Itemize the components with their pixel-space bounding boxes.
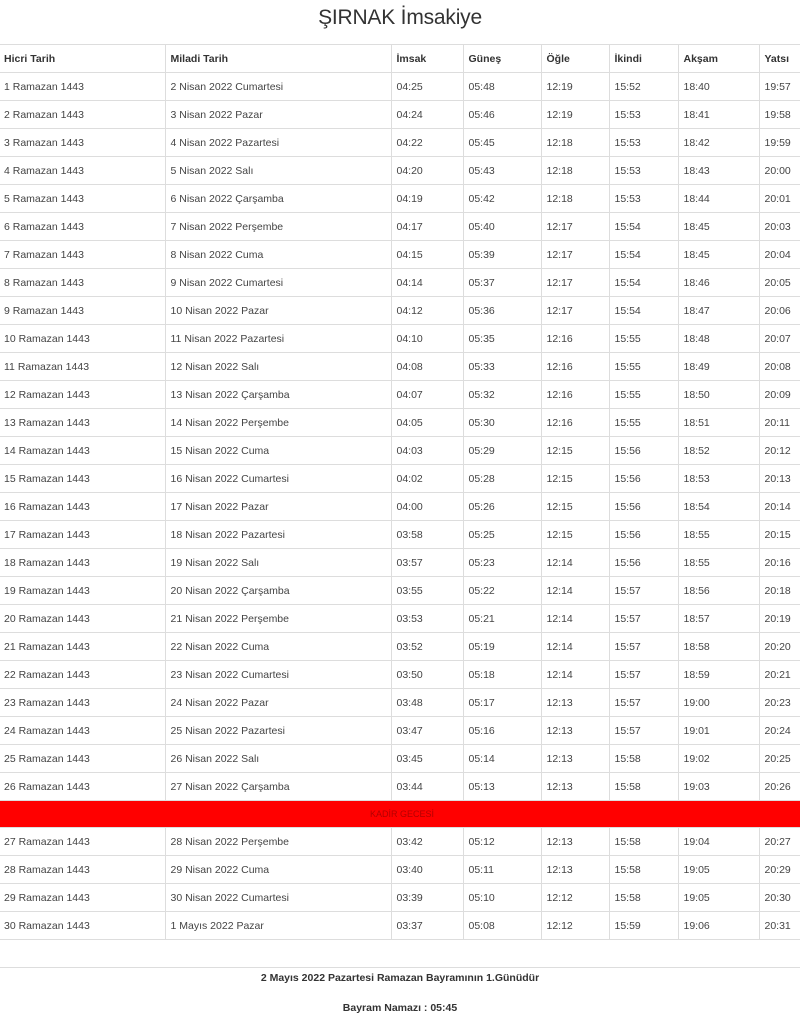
cell-ikindi: 15:55 (609, 381, 678, 409)
cell-ogle: 12:16 (541, 409, 609, 437)
cell-gunes: 05:45 (463, 129, 541, 157)
cell-ogle: 12:12 (541, 912, 609, 940)
cell-ogle: 12:14 (541, 549, 609, 577)
table-row (0, 661, 800, 689)
cell-hicri-tarih: 29 Ramazan 1443 (0, 884, 165, 912)
cell-miladi-tarih: 22 Nisan 2022 Cuma (165, 633, 391, 661)
cell-imsak: 03:53 (391, 605, 463, 633)
cell-ogle: 12:12 (541, 884, 609, 912)
cell-miladi-tarih: 19 Nisan 2022 Salı (165, 549, 391, 577)
cell-hicri-tarih: 13 Ramazan 1443 (0, 409, 165, 437)
cell-gunes: 05:40 (463, 213, 541, 241)
cell-miladi-tarih: 17 Nisan 2022 Pazar (165, 493, 391, 521)
cell-ikindi: 15:58 (609, 745, 678, 773)
page-title: ŞIRNAK İmsakiye (318, 6, 482, 29)
cell-ikindi: 15:52 (609, 73, 678, 101)
table-row (0, 828, 800, 856)
cell-ogle: 12:14 (541, 633, 609, 661)
cell-imsak: 04:03 (391, 437, 463, 465)
cell-imsak: 03:39 (391, 884, 463, 912)
cell-aksam: 18:42 (678, 129, 759, 157)
cell-ikindi: 15:53 (609, 185, 678, 213)
table-row (0, 577, 800, 605)
cell-ogle: 12:15 (541, 493, 609, 521)
cell-hicri-tarih: 27 Ramazan 1443 (0, 828, 165, 856)
cell-miladi-tarih: 18 Nisan 2022 Pazartesi (165, 521, 391, 549)
cell-yatsi: 20:21 (759, 661, 800, 689)
cell-gunes: 05:14 (463, 745, 541, 773)
cell-miladi-tarih: 7 Nisan 2022 Perşembe (165, 213, 391, 241)
cell-ikindi: 15:55 (609, 409, 678, 437)
table-header-row (0, 45, 800, 73)
cell-hicri-tarih: 20 Ramazan 1443 (0, 605, 165, 633)
cell-yatsi: 20:23 (759, 689, 800, 717)
cell-miladi-tarih: 4 Nisan 2022 Pazartesi (165, 129, 391, 157)
cell-yatsi: 19:58 (759, 101, 800, 129)
table-row (0, 745, 800, 773)
cell-ogle: 12:17 (541, 297, 609, 325)
cell-yatsi: 20:31 (759, 912, 800, 940)
cell-imsak: 04:25 (391, 73, 463, 101)
cell-gunes: 05:39 (463, 241, 541, 269)
cell-yatsi: 20:29 (759, 856, 800, 884)
cell-imsak: 03:50 (391, 661, 463, 689)
cell-hicri-tarih: 5 Ramazan 1443 (0, 185, 165, 213)
header-yatsi: Yatsı (759, 45, 800, 73)
cell-aksam: 18:58 (678, 633, 759, 661)
cell-hicri-tarih: 17 Ramazan 1443 (0, 521, 165, 549)
cell-aksam: 19:03 (678, 773, 759, 801)
cell-miladi-tarih: 12 Nisan 2022 Salı (165, 353, 391, 381)
cell-miladi-tarih: 10 Nisan 2022 Pazar (165, 297, 391, 325)
cell-ogle: 12:17 (541, 269, 609, 297)
header-gunes: Güneş (463, 45, 541, 73)
bayram-info: 2 Mayıs 2022 Pazartesi Ramazan Bayramının 1.Günüdür (260, 972, 540, 984)
kadir-gecesi-row (0, 801, 800, 828)
cell-ikindi: 15:56 (609, 465, 678, 493)
cell-yatsi: 19:57 (759, 73, 800, 101)
cell-ogle: 12:15 (541, 465, 609, 493)
cell-miladi-tarih: 29 Nisan 2022 Cuma (165, 856, 391, 884)
bayram-namazi-time: Bayram Namazı : 05:45 (342, 1002, 458, 1014)
cell-yatsi: 19:59 (759, 129, 800, 157)
cell-hicri-tarih: 19 Ramazan 1443 (0, 577, 165, 605)
table-row (0, 241, 800, 269)
cell-miladi-tarih: 28 Nisan 2022 Perşembe (165, 828, 391, 856)
cell-aksam: 18:59 (678, 661, 759, 689)
cell-ikindi: 15:53 (609, 157, 678, 185)
table-row (0, 157, 800, 185)
cell-ogle: 12:14 (541, 661, 609, 689)
cell-ogle: 12:16 (541, 353, 609, 381)
cell-hicri-tarih: 9 Ramazan 1443 (0, 297, 165, 325)
cell-hicri-tarih: 23 Ramazan 1443 (0, 689, 165, 717)
table-row (0, 493, 800, 521)
cell-aksam: 19:01 (678, 717, 759, 745)
cell-ikindi: 15:57 (609, 577, 678, 605)
cell-miladi-tarih: 1 Mayıs 2022 Pazar (165, 912, 391, 940)
cell-yatsi: 20:26 (759, 773, 800, 801)
cell-imsak: 04:20 (391, 157, 463, 185)
cell-ikindi: 15:54 (609, 241, 678, 269)
cell-ikindi: 15:58 (609, 773, 678, 801)
cell-yatsi: 20:24 (759, 717, 800, 745)
table-row (0, 689, 800, 717)
cell-ikindi: 15:57 (609, 605, 678, 633)
table-row (0, 437, 800, 465)
cell-imsak: 03:40 (391, 856, 463, 884)
cell-ogle: 12:16 (541, 381, 609, 409)
header-aksam: Akşam (678, 45, 759, 73)
cell-ikindi: 15:57 (609, 661, 678, 689)
cell-yatsi: 20:01 (759, 185, 800, 213)
cell-gunes: 05:35 (463, 325, 541, 353)
cell-yatsi: 20:14 (759, 493, 800, 521)
cell-gunes: 05:21 (463, 605, 541, 633)
cell-ikindi: 15:56 (609, 493, 678, 521)
cell-hicri-tarih: 25 Ramazan 1443 (0, 745, 165, 773)
cell-miladi-tarih: 5 Nisan 2022 Salı (165, 157, 391, 185)
cell-miladi-tarih: 6 Nisan 2022 Çarşamba (165, 185, 391, 213)
cell-miladi-tarih: 14 Nisan 2022 Perşembe (165, 409, 391, 437)
cell-yatsi: 20:09 (759, 381, 800, 409)
cell-hicri-tarih: 1 Ramazan 1443 (0, 73, 165, 101)
kadir-section (0, 801, 800, 828)
cell-gunes: 05:23 (463, 549, 541, 577)
cell-ikindi: 15:58 (609, 884, 678, 912)
cell-hicri-tarih: 22 Ramazan 1443 (0, 661, 165, 689)
cell-aksam: 18:45 (678, 213, 759, 241)
cell-ikindi: 15:57 (609, 689, 678, 717)
cell-yatsi: 20:00 (759, 157, 800, 185)
cell-imsak: 04:08 (391, 353, 463, 381)
table-row (0, 73, 800, 101)
cell-miladi-tarih: 16 Nisan 2022 Cumartesi (165, 465, 391, 493)
cell-ikindi: 15:53 (609, 129, 678, 157)
cell-aksam: 18:51 (678, 409, 759, 437)
cell-ikindi: 15:55 (609, 325, 678, 353)
table-row (0, 717, 800, 745)
cell-ikindi: 15:58 (609, 828, 678, 856)
cell-hicri-tarih: 3 Ramazan 1443 (0, 129, 165, 157)
table-row (0, 185, 800, 213)
cell-miladi-tarih: 30 Nisan 2022 Cumartesi (165, 884, 391, 912)
cell-imsak: 04:10 (391, 325, 463, 353)
cell-imsak: 03:58 (391, 521, 463, 549)
cell-gunes: 05:13 (463, 773, 541, 801)
cell-gunes: 05:16 (463, 717, 541, 745)
cell-hicri-tarih: 24 Ramazan 1443 (0, 717, 165, 745)
table-row (0, 856, 800, 884)
table-row (0, 773, 800, 801)
cell-ogle: 12:15 (541, 437, 609, 465)
cell-miladi-tarih: 27 Nisan 2022 Çarşamba (165, 773, 391, 801)
cell-hicri-tarih: 6 Ramazan 1443 (0, 213, 165, 241)
table-row (0, 521, 800, 549)
cell-imsak: 04:22 (391, 129, 463, 157)
cell-hicri-tarih: 12 Ramazan 1443 (0, 381, 165, 409)
cell-yatsi: 20:04 (759, 241, 800, 269)
cell-ikindi: 15:56 (609, 549, 678, 577)
cell-aksam: 19:02 (678, 745, 759, 773)
table-row (0, 465, 800, 493)
table-row (0, 884, 800, 912)
cell-yatsi: 20:30 (759, 884, 800, 912)
cell-hicri-tarih: 15 Ramazan 1443 (0, 465, 165, 493)
cell-yatsi: 20:06 (759, 297, 800, 325)
cell-gunes: 05:18 (463, 661, 541, 689)
cell-ogle: 12:18 (541, 157, 609, 185)
cell-aksam: 18:56 (678, 577, 759, 605)
cell-yatsi: 20:27 (759, 828, 800, 856)
cell-yatsi: 20:19 (759, 605, 800, 633)
cell-gunes: 05:19 (463, 633, 541, 661)
cell-hicri-tarih: 7 Ramazan 1443 (0, 241, 165, 269)
header-miladi-tarih: Miladi Tarih (165, 45, 391, 73)
cell-ogle: 12:17 (541, 241, 609, 269)
kadir-gecesi-label: KADİR GECESİ (0, 801, 800, 828)
cell-ogle: 12:19 (541, 101, 609, 129)
cell-yatsi: 20:13 (759, 465, 800, 493)
cell-ikindi: 15:54 (609, 213, 678, 241)
cell-ikindi: 15:57 (609, 717, 678, 745)
cell-aksam: 18:47 (678, 297, 759, 325)
cell-aksam: 18:44 (678, 185, 759, 213)
cell-imsak: 04:05 (391, 409, 463, 437)
cell-hicri-tarih: 10 Ramazan 1443 (0, 325, 165, 353)
cell-gunes: 05:29 (463, 437, 541, 465)
cell-aksam: 18:41 (678, 101, 759, 129)
cell-gunes: 05:32 (463, 381, 541, 409)
cell-imsak: 04:12 (391, 297, 463, 325)
table-row (0, 409, 800, 437)
cell-ogle: 12:18 (541, 129, 609, 157)
table-body-before-kadir (0, 73, 800, 801)
table-row (0, 101, 800, 129)
header-hicri-tarih: Hicri Tarih (0, 45, 165, 73)
cell-hicri-tarih: 11 Ramazan 1443 (0, 353, 165, 381)
table-row (0, 912, 800, 940)
cell-gunes: 05:33 (463, 353, 541, 381)
cell-aksam: 18:40 (678, 73, 759, 101)
cell-imsak: 03:57 (391, 549, 463, 577)
cell-aksam: 18:57 (678, 605, 759, 633)
cell-ikindi: 15:56 (609, 437, 678, 465)
cell-miladi-tarih: 25 Nisan 2022 Pazartesi (165, 717, 391, 745)
cell-ogle: 12:19 (541, 73, 609, 101)
cell-aksam: 18:49 (678, 353, 759, 381)
table-body-after-kadir (0, 828, 800, 940)
cell-imsak: 04:14 (391, 269, 463, 297)
table-row (0, 297, 800, 325)
cell-aksam: 18:45 (678, 241, 759, 269)
cell-imsak: 04:07 (391, 381, 463, 409)
cell-gunes: 05:11 (463, 856, 541, 884)
cell-gunes: 05:26 (463, 493, 541, 521)
cell-miladi-tarih: 21 Nisan 2022 Perşembe (165, 605, 391, 633)
cell-imsak: 04:17 (391, 213, 463, 241)
cell-gunes: 05:28 (463, 465, 541, 493)
cell-gunes: 05:12 (463, 828, 541, 856)
cell-miladi-tarih: 2 Nisan 2022 Cumartesi (165, 73, 391, 101)
cell-ikindi: 15:53 (609, 101, 678, 129)
cell-miladi-tarih: 8 Nisan 2022 Cuma (165, 241, 391, 269)
cell-yatsi: 20:11 (759, 409, 800, 437)
cell-imsak: 03:52 (391, 633, 463, 661)
cell-hicri-tarih: 28 Ramazan 1443 (0, 856, 165, 884)
cell-miladi-tarih: 13 Nisan 2022 Çarşamba (165, 381, 391, 409)
cell-imsak: 03:44 (391, 773, 463, 801)
cell-gunes: 05:10 (463, 884, 541, 912)
cell-aksam: 18:53 (678, 465, 759, 493)
cell-miladi-tarih: 24 Nisan 2022 Pazar (165, 689, 391, 717)
cell-aksam: 18:43 (678, 157, 759, 185)
cell-gunes: 05:48 (463, 73, 541, 101)
table-row (0, 213, 800, 241)
cell-imsak: 03:55 (391, 577, 463, 605)
cell-miladi-tarih: 26 Nisan 2022 Salı (165, 745, 391, 773)
header-ikindi: İkindi (609, 45, 678, 73)
cell-hicri-tarih: 30 Ramazan 1443 (0, 912, 165, 940)
cell-ikindi: 15:55 (609, 353, 678, 381)
cell-imsak: 04:15 (391, 241, 463, 269)
cell-aksam: 19:05 (678, 856, 759, 884)
cell-imsak: 03:45 (391, 745, 463, 773)
cell-imsak: 04:19 (391, 185, 463, 213)
cell-ogle: 12:14 (541, 577, 609, 605)
cell-aksam: 19:06 (678, 912, 759, 940)
cell-imsak: 04:24 (391, 101, 463, 129)
imsakiye-table (0, 44, 800, 968)
cell-miladi-tarih: 3 Nisan 2022 Pazar (165, 101, 391, 129)
cell-hicri-tarih: 4 Ramazan 1443 (0, 157, 165, 185)
cell-yatsi: 20:03 (759, 213, 800, 241)
cell-ikindi: 15:59 (609, 912, 678, 940)
cell-hicri-tarih: 14 Ramazan 1443 (0, 437, 165, 465)
cell-ogle: 12:14 (541, 605, 609, 633)
cell-gunes: 05:22 (463, 577, 541, 605)
cell-ikindi: 15:56 (609, 521, 678, 549)
cell-aksam: 19:00 (678, 689, 759, 717)
cell-ogle: 12:13 (541, 717, 609, 745)
cell-ogle: 12:13 (541, 745, 609, 773)
cell-ogle: 12:13 (541, 773, 609, 801)
cell-yatsi: 20:25 (759, 745, 800, 773)
cell-hicri-tarih: 26 Ramazan 1443 (0, 773, 165, 801)
cell-miladi-tarih: 11 Nisan 2022 Pazartesi (165, 325, 391, 353)
cell-imsak: 03:48 (391, 689, 463, 717)
cell-yatsi: 20:05 (759, 269, 800, 297)
cell-ogle: 12:13 (541, 856, 609, 884)
cell-miladi-tarih: 23 Nisan 2022 Cumartesi (165, 661, 391, 689)
cell-yatsi: 20:07 (759, 325, 800, 353)
cell-aksam: 18:52 (678, 437, 759, 465)
cell-gunes: 05:36 (463, 297, 541, 325)
cell-aksam: 18:50 (678, 381, 759, 409)
cell-miladi-tarih: 15 Nisan 2022 Cuma (165, 437, 391, 465)
table-row (0, 269, 800, 297)
cell-yatsi: 20:08 (759, 353, 800, 381)
cell-imsak: 04:02 (391, 465, 463, 493)
cell-aksam: 19:04 (678, 828, 759, 856)
cell-ogle: 12:16 (541, 325, 609, 353)
table-row (0, 381, 800, 409)
cell-gunes: 05:17 (463, 689, 541, 717)
header-imsak: İmsak (391, 45, 463, 73)
table-row (0, 325, 800, 353)
cell-gunes: 05:25 (463, 521, 541, 549)
cell-aksam: 18:55 (678, 521, 759, 549)
cell-miladi-tarih: 9 Nisan 2022 Cumartesi (165, 269, 391, 297)
cell-hicri-tarih: 8 Ramazan 1443 (0, 269, 165, 297)
cell-imsak: 04:00 (391, 493, 463, 521)
table-row (0, 633, 800, 661)
cell-ikindi: 15:54 (609, 269, 678, 297)
cell-aksam: 18:46 (678, 269, 759, 297)
cell-hicri-tarih: 18 Ramazan 1443 (0, 549, 165, 577)
cell-ogle: 12:13 (541, 689, 609, 717)
spacer-cell (0, 940, 800, 968)
cell-ogle: 12:17 (541, 213, 609, 241)
cell-yatsi: 20:18 (759, 577, 800, 605)
table-row (0, 129, 800, 157)
cell-aksam: 18:55 (678, 549, 759, 577)
cell-yatsi: 20:12 (759, 437, 800, 465)
cell-ikindi: 15:57 (609, 633, 678, 661)
cell-aksam: 18:48 (678, 325, 759, 353)
cell-gunes: 05:42 (463, 185, 541, 213)
cell-gunes: 05:30 (463, 409, 541, 437)
table-row (0, 549, 800, 577)
cell-gunes: 05:43 (463, 157, 541, 185)
cell-gunes: 05:08 (463, 912, 541, 940)
cell-hicri-tarih: 16 Ramazan 1443 (0, 493, 165, 521)
cell-aksam: 18:54 (678, 493, 759, 521)
cell-aksam: 19:05 (678, 884, 759, 912)
cell-yatsi: 20:15 (759, 521, 800, 549)
table-spacer-row (0, 940, 800, 968)
cell-imsak: 03:37 (391, 912, 463, 940)
cell-gunes: 05:46 (463, 101, 541, 129)
cell-hicri-tarih: 2 Ramazan 1443 (0, 101, 165, 129)
cell-gunes: 05:37 (463, 269, 541, 297)
cell-imsak: 03:47 (391, 717, 463, 745)
header-ogle: Öğle (541, 45, 609, 73)
table-row (0, 353, 800, 381)
cell-ogle: 12:13 (541, 828, 609, 856)
cell-yatsi: 20:20 (759, 633, 800, 661)
cell-yatsi: 20:16 (759, 549, 800, 577)
table-row (0, 605, 800, 633)
cell-imsak: 03:42 (391, 828, 463, 856)
cell-hicri-tarih: 21 Ramazan 1443 (0, 633, 165, 661)
cell-miladi-tarih: 20 Nisan 2022 Çarşamba (165, 577, 391, 605)
cell-ogle: 12:18 (541, 185, 609, 213)
cell-ikindi: 15:58 (609, 856, 678, 884)
cell-ikindi: 15:54 (609, 297, 678, 325)
cell-ogle: 12:15 (541, 521, 609, 549)
